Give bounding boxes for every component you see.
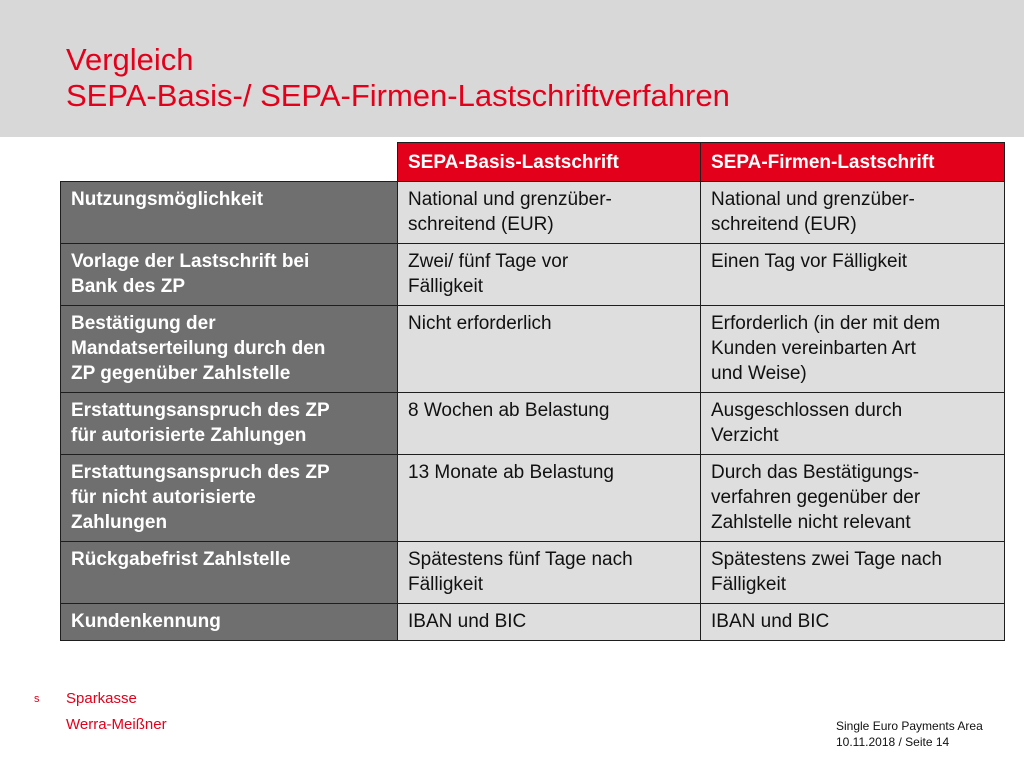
- cell-basis-line: Fälligkeit: [408, 276, 483, 297]
- cell-basis: [398, 455, 701, 542]
- table-row: [61, 604, 1005, 641]
- cell-firmen-line: National und grenzüber-: [711, 189, 915, 210]
- cell-basis-line: National und grenzüber-: [408, 189, 612, 210]
- cell-basis-line: Nicht erforderlich: [408, 313, 552, 334]
- cell-basis: [398, 542, 701, 604]
- cell-firmen-line: Spätestens zwei Tage nach: [711, 549, 942, 570]
- column-header-firmen: SEPA-Firmen-Lastschrift: [701, 143, 1005, 182]
- cell-basis-line: Fälligkeit: [408, 574, 483, 595]
- title-line-2: SEPA-Basis-/ SEPA-Firmen-Lastschriftverfahren: [66, 78, 730, 113]
- cell-basis-line: schreitend (EUR): [408, 214, 554, 235]
- cell-firmen: [701, 455, 1005, 542]
- cell-firmen-line: Fälligkeit: [711, 574, 786, 595]
- cell-firmen: [701, 306, 1005, 393]
- cell-basis: [398, 604, 701, 641]
- cell-firmen: [701, 182, 1005, 244]
- cell-firmen-line: Verzicht: [711, 425, 779, 446]
- cell-firmen-line: Zahlstelle nicht relevant: [711, 512, 911, 533]
- cell-basis-line: Spätestens fünf Tage nach: [408, 549, 633, 570]
- cell-basis: [398, 182, 701, 244]
- row-header: [61, 455, 398, 542]
- cell-firmen-line: Einen Tag vor Fälligkeit: [711, 251, 908, 272]
- cell-firmen-line: und Weise): [711, 363, 807, 384]
- cell-firmen-line: Erforderlich (in der mit dem: [711, 313, 941, 334]
- cell-basis-line: IBAN und BIC: [408, 611, 527, 632]
- cell-firmen-line: schreitend (EUR): [711, 214, 857, 235]
- table-corner-empty: [61, 143, 398, 182]
- cell-firmen-line: Durch das Bestätigungs-: [711, 462, 920, 483]
- cell-firmen: [701, 393, 1005, 455]
- row-header: [61, 306, 398, 393]
- row-header-line: Erstattungsanspruch des ZP: [71, 400, 330, 421]
- cell-firmen-line: Ausgeschlossen durch: [711, 400, 903, 421]
- row-header-line: Rückgabefrist Zahlstelle: [71, 549, 291, 570]
- row-header: [61, 393, 398, 455]
- row-header-line: Mandatserteilung durch den: [71, 338, 326, 359]
- row-header: [61, 542, 398, 604]
- sparkasse-logo-icon: s: [34, 693, 40, 705]
- cell-basis: [398, 306, 701, 393]
- cell-basis-line: 8 Wochen ab Belastung: [408, 400, 610, 421]
- footer-info: [836, 718, 983, 750]
- table-header-row: [61, 143, 1005, 182]
- page-title: [66, 42, 730, 114]
- cell-firmen-line: Kunden vereinbarten Art: [711, 338, 916, 359]
- row-header-line: Nutzungsmöglichkeit: [71, 189, 264, 210]
- row-header: [61, 182, 398, 244]
- footer-topic: Single Euro Payments Area: [836, 719, 983, 733]
- row-header-line: für nicht autorisierte: [71, 487, 256, 508]
- row-header: [61, 604, 398, 641]
- footer-date-page: 10.11.2018 / Seite 14: [836, 735, 950, 749]
- cell-basis-line: 13 Monate ab Belastung: [408, 462, 614, 483]
- brand-block: [34, 688, 167, 736]
- row-header: [61, 244, 398, 306]
- title-line-1: Vergleich: [66, 42, 194, 77]
- row-header-line: Bestätigung der: [71, 313, 216, 334]
- cell-basis: [398, 393, 701, 455]
- cell-basis: [398, 244, 701, 306]
- table-body: [61, 182, 1005, 641]
- table-row: [61, 182, 1005, 244]
- table-row: [61, 244, 1005, 306]
- row-header-line: Kundenkennung: [71, 611, 221, 632]
- cell-firmen: [701, 542, 1005, 604]
- row-header-line: Zahlungen: [71, 512, 168, 533]
- brand-line-2: Werra-Meißner: [66, 716, 167, 733]
- row-header-line: für autorisierte Zahlungen: [71, 425, 307, 446]
- row-header-line: ZP gegenüber Zahlstelle: [71, 363, 291, 384]
- table-row: [61, 393, 1005, 455]
- cell-firmen: [701, 604, 1005, 641]
- table-row: [61, 542, 1005, 604]
- cell-firmen: [701, 244, 1005, 306]
- column-header-basis: SEPA-Basis-Lastschrift: [398, 143, 701, 182]
- cell-basis-line: Zwei/ fünf Tage vor: [408, 251, 569, 272]
- comparison-table: [60, 142, 1005, 641]
- row-header-line: Erstattungsanspruch des ZP: [71, 462, 330, 483]
- cell-firmen-line: verfahren gegenüber der: [711, 487, 921, 508]
- table-row: [61, 306, 1005, 393]
- table-row: [61, 455, 1005, 542]
- row-header-line: Vorlage der Lastschrift bei: [71, 251, 310, 272]
- brand-line-1: Sparkasse: [66, 690, 137, 707]
- row-header-line: Bank des ZP: [71, 276, 186, 297]
- title-banner: [0, 0, 1024, 137]
- cell-firmen-line: IBAN und BIC: [711, 611, 830, 632]
